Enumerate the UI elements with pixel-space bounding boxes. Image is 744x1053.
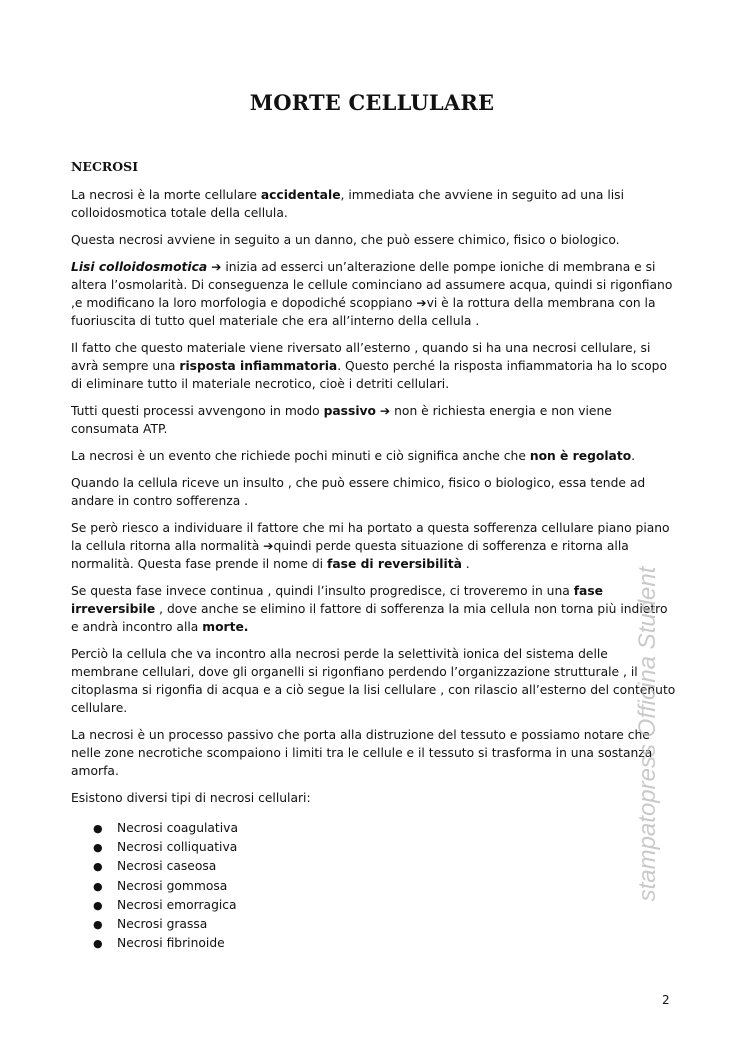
text-run: ➔ inizia ad esserci un’alterazione delle pompe ioniche di membrana e si altera l’osmolarità. Di conseguenza le cellule cominciano ad assumere acqua, quindi si rigonfiano ,e modificano la loro morfologia e dopodiché scoppiano ➔vi è la rottura della membrana con la fuoriuscita di tutto quel materiale che era all’interno della cellula . [71,260,673,328]
bullet-icon: ● [93,879,103,893]
list-item-label: Necrosi caseosa [117,859,217,874]
page-title: MORTE CELLULARE [249,90,495,115]
bullet-icon: ● [93,822,103,835]
list-item [93,819,677,838]
page-number: 2 [662,993,670,1007]
bold-text: passivo [323,404,376,418]
list-item [93,877,677,896]
text-run: La necrosi è la morte cellulare [71,188,261,202]
paragraph [71,582,677,636]
bullet-icon: ● [93,898,103,912]
paragraph [71,231,677,249]
paragraph [71,447,677,465]
list-item-label: Necrosi colliquativa [117,840,238,855]
bold-text: risposta infiammatoria [179,359,338,373]
necrosis-types-list [71,819,677,953]
paragraph [71,519,677,573]
list-item [93,838,677,857]
list-item-label: Necrosi emorragica [117,897,237,912]
bullet-icon: ● [93,937,103,951]
text-run: . [631,449,636,463]
text-run: Perciò la cellula che va incontro alla necrosi perde la selettività ionica del sistema delle membrane cellulari, dove gli organelli si rigonfiano perdendo l’organizzazione strutturale , il citoplasma si rigonfia di acqua e a ciò segue la lisi cellulare , con rilascio all’esterno del contenuto cellulare. [71,647,676,715]
text-run: Esistono diversi tipi di necrosi cellulari: [71,791,311,805]
text-run: , dove anche se elimino il fattore di sofferenza la mia cellula non torna più indietro e andrà incontro alla [71,602,668,634]
bold-text: fase irreversibile [71,584,603,616]
text-run: Questa necrosi avviene in seguito a un danno, che può essere chimico, fisico o biologico. [71,233,620,247]
paragraph [71,186,677,222]
paragraph [71,789,677,807]
paragraph [71,339,677,393]
list-item-label: Necrosi grassa [117,917,208,932]
bold-text: fase di reversibilità [327,557,462,571]
list-item-label: Necrosi fibrinoide [117,936,225,951]
bullet-icon: ● [93,918,103,932]
bold-text: non è regolato [529,449,632,463]
text-run: ➔ non è richiesta energia e non viene consumata ATP. [71,404,612,436]
list-item [93,857,677,876]
text-run: Tutti questi processi avvengono in modo [71,404,324,418]
paragraph [71,402,677,438]
paragraph [71,726,677,780]
bold-text: morte. [202,620,249,634]
list-item [93,934,677,953]
text-run: . Questo perché la risposta infiammatoria ha lo scopo di eliminare tutto il materiale necrotico, cioè i detriti cellulari. [71,359,668,391]
list-item-label: Necrosi coagulativa [117,821,238,835]
text-run: La necrosi è un evento che richiede pochi minuti e ciò significa anche che [71,449,530,463]
paragraph [71,645,677,717]
paragraph-list [71,186,677,807]
document-body [71,158,677,953]
list-item [93,915,677,934]
section-heading: NECROSI [71,159,139,174]
text-run: La necrosi è un processo passivo che porta alla distruzione del tessuto e possiamo notare che nelle zone necrotiche scompaiono i limiti tra le cellule e il tessuto si trasforma in una sostanza amorfa. [71,728,653,778]
list-item [93,896,677,915]
text-run: Quando la cellula riceve un insulto , che può essere chimico, fisico o biologico, essa tende ad andare in contro sofferenza . [71,476,646,508]
bold-text: accidentale [260,188,341,202]
text-run: Se questa fase invece continua , quindi l’insulto progredisce, ci troveremo in una [71,584,574,598]
paragraph [71,258,677,330]
text-run: Il fatto che questo materiale viene riversato all’esterno , quando si ha una necrosi cellulare, si avrà sempre una [71,341,651,373]
watermark-text: stampatopress Officina Student [634,566,661,902]
paragraph [71,474,677,510]
bullet-icon: ● [93,841,103,855]
list-item-label: Necrosi gommosa [117,878,228,893]
text-run: . [461,557,470,571]
text-run: Se però riesco a individuare il fattore che mi ha portato a questa sofferenza cellulare piano piano la cellula ritorna alla normalità ➔quindi perde questa situazione di sofferenza e ritorna alla normalità. Questa fase prende il nome di [71,521,670,571]
bullet-icon: ● [93,860,103,874]
text-run: , immediata che avviene in seguito ad una lisi colloidosmotica totale della cellula. [71,188,624,220]
bold-text: Lisi colloidosmotica [71,260,208,274]
